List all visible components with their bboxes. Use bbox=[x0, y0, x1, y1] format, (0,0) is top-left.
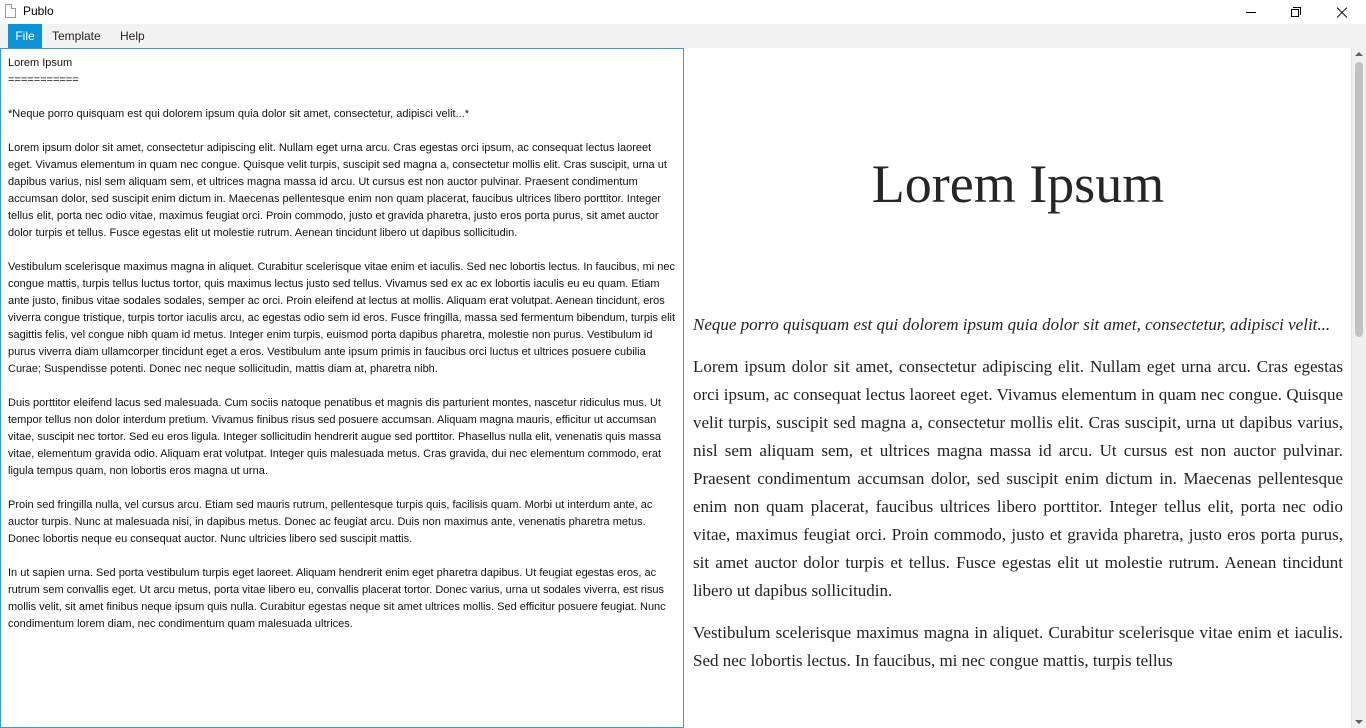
close-icon bbox=[1336, 6, 1348, 18]
chevron-down-icon bbox=[1355, 720, 1363, 724]
maximize-button[interactable] bbox=[1273, 0, 1319, 24]
scrollbar-thumb[interactable] bbox=[1355, 62, 1363, 337]
preview-emphasis: Neque porro quisquam est qui dolorem ipsum quia dolor sit amet, consectetur, adipisci velit... bbox=[693, 315, 1331, 334]
preview-scrollbar[interactable] bbox=[1351, 48, 1366, 728]
preview-content bbox=[693, 48, 1343, 675]
close-button[interactable] bbox=[1319, 0, 1365, 24]
window-title: Publo bbox=[23, 4, 54, 18]
preview-pane[interactable] bbox=[684, 48, 1366, 728]
menu-template[interactable]: Template bbox=[52, 29, 101, 43]
chevron-up-icon bbox=[1355, 52, 1363, 56]
menu-bar bbox=[0, 24, 1366, 48]
document-icon bbox=[5, 4, 16, 18]
minimize-button[interactable] bbox=[1228, 0, 1274, 24]
scroll-up-button[interactable] bbox=[1352, 48, 1366, 60]
scroll-down-button[interactable] bbox=[1352, 716, 1366, 728]
minimize-icon bbox=[1246, 12, 1256, 13]
editor-text[interactable]: Lorem Ipsum =========== *Neque porro quisquam est qui dolorem ipsum quia dolor sit amet, consectetur, adipisci velit...* Lorem ipsum dolor sit amet, consectetur adipiscing elit. Nullam eget urna arcu. Cras egestas orci ipsum, ac consequat lectus laoreet eget. Vivamus elementum in quam nec congue. Quisque velit turpis, suscipit sed magna a, consectetur mollis elit. Cras suscipit, urna ut dapibus varius, nisl sem aliquam sem, et ultrices magna massa id arcu. Ut cursus est non auctor pulvinar. Praesent condimentum accumsan dolor, sed suscipit enim dictum in. Maecenas pellentesque enim non quam placerat, faucibus ultrices libero porttitor. Integer tellus elit, porta nec odio vitae, maximus feugiat orci. Proin commodo, justo et gravida pharetra, justo eros porta purus, sit amet auctor dolor turpis et tellus. Fusce egestas elit ut molestie rutrum. Aenean tincidunt libero ut dapibus sollicitudin. Vestibulum scelerisque maximus magna in aliquet. Curabitur scelerisque vitae enim et iaculis. Sed nec lobortis lectus. In faucibus, mi nec congue mattis, turpis tellus luctus tortor, quis maximus lectus justo sed tellus. Vivamus sed ex ac ex lobortis iaculis eu eu quam. Etiam ante justo, finibus vitae sodales sodales, semper ac orci. Proin eleifend at lectus at mollis. Aliquam erat volutpat. Aenean tincidunt, eros viverra congue tristique, turpis tortor iaculis arcu, ac egestas odio sem id eros. Fusce fringilla, massa sed fermentum bibendum, turpis elit sagittis felis, vel congue nibh quam id metus. Integer enim turpis, euismod porta dapibus pharetra, molestie non purus. Vestibulum id purus viverra diam ullamcorper tincidunt eget a eros. Vestibulum ante ipsum primis in faucibus orci luctus et ultrices posuere cubilia Curae; Suspendisse potenti. Donec nec neque sollicitudin, mattis diam at, pharetra nibh. Duis porttitor eleifend lacus sed malesuada. Cum sociis natoque penatibus et magnis dis parturient montes, nascetur ridiculus mus. Ut tempor tellus non dolor interdum pretium. Vivamus finibus risus sed posuere accumsan. Aliquam magna mauris, efficitur ut accumsan vitae, suscipit nec tortor. Sed eu eros ligula. Integer sollicitudin hendrerit augue sed porttitor. Phasellus nulla elit, venenatis quis massa vitae, elementum gravida odio. Aliquam erat volutpat. Integer quis malesuada metus. Cras gravida, dui nec elementum commodo, erat ligula tempus quam, non lobortis eros magna ut urna. Proin sed fringilla nulla, vel cursus arcu. Etiam sed mauris rutrum, pellentesque turpis quis, facilisis quam. Morbi ut interdum ante, ac auctor turpis. Nunc at malesuada nisi, in dapibus metus. Donec ac feugiat arcu. Duis non maximus ante, venenatis pharetra metus. Donec lobortis neque eu consequat auctor. Nunc ultricies libero sed suscipit mattis. In ut sapien urna. Sed porta vestibulum turpis eget laoreet. Aliquam hendrerit enim eget pharetra dapibus. Ut feugiat egestas eros, ac rutrum sem convallis eget. Ut arcu metus, porta vitae libero eu, convallis placerat tortor. Donec varius, urna ut sodales viverra, est risus mollis velit, sit amet finibus neque ipsum quis nulla. Curabitur egestas neque sit amet ultrices mollis. Sed efficitur posuere feugiat. Nunc condimentum lorem diam, nec condimentum quam malesuada ultrices. bbox=[8, 57, 676, 630]
menu-file[interactable]: File bbox=[8, 24, 42, 48]
preview-heading: Lorem Ipsum bbox=[871, 154, 1165, 214]
title-bar[interactable] bbox=[0, 0, 1366, 24]
preview-paragraph: Lorem ipsum dolor sit amet, consectetur adipiscing elit. Nullam eget urna arcu. Cras egestas orci ipsum, ac consequat lectus laoreet eget. Vivamus elementum in quam nec congue. Quisque velit turpis, suscipit sed magna a, consectetur mollis elit. Cras suscipit, urna ut dapibus varius, nisl sem aliquam sem, et ultrices magna massa id arcu. Ut cursus est non auctor pulvinar. Praesent condimentum accumsan dolor, sed suscipit enim dictum in. Maecenas pellentesque enim non quam placerat, faucibus ultrices libero porttitor. Integer tellus elit, porta nec odio vitae, maximus feugiat orci. Proin commodo, justo et gravida pharetra, justo eros porta purus, sit amet auctor dolor turpis et tellus. Fusce egestas elit ut molestie rutrum. Aenean tincidunt libero ut dapibus sollicitudin. bbox=[693, 357, 1343, 600]
maximize-icon bbox=[1291, 7, 1301, 17]
menu-help[interactable]: Help bbox=[120, 29, 145, 43]
markdown-editor[interactable] bbox=[0, 48, 684, 728]
preview-paragraph: Vestibulum scelerisque maximus magna in aliquet. Curabitur scelerisque vitae enim et iaculis. Sed nec lobortis lectus. In faucibus, mi nec congue mattis, turpis tellus bbox=[693, 623, 1343, 670]
